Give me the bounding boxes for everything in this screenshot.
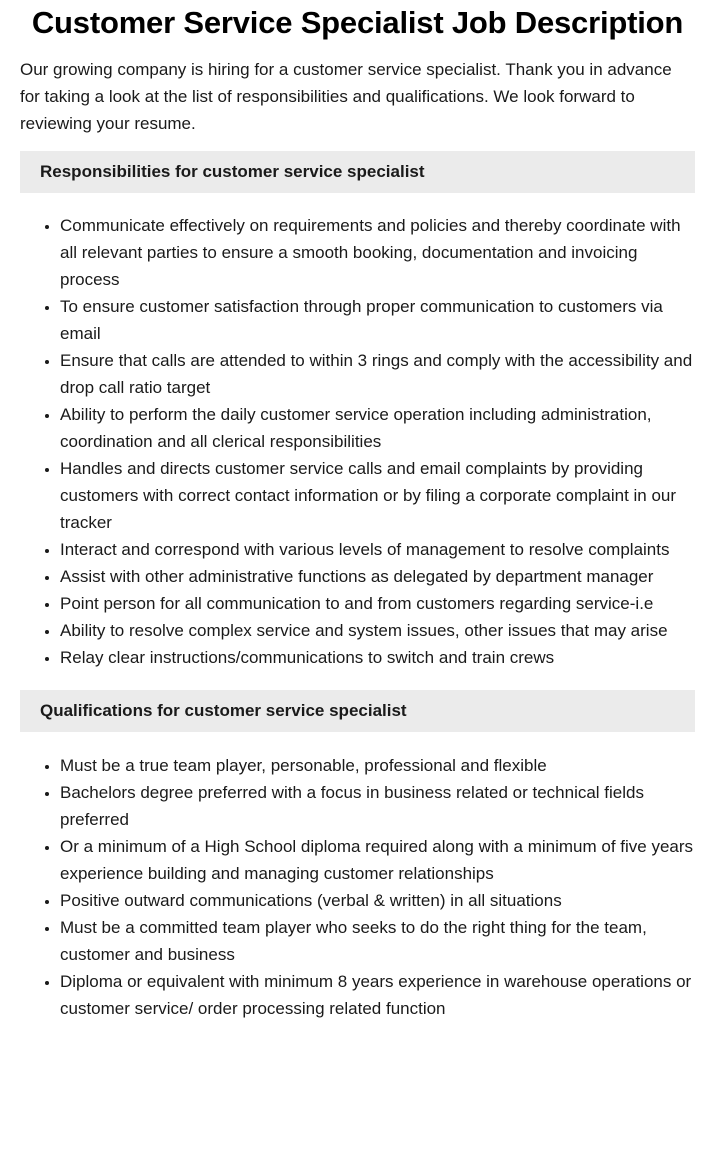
- list-item: • Point person for all communication to and from customers regarding service-i.e: [60, 590, 695, 617]
- page-title: Customer Service Specialist Job Description: [31, 5, 684, 40]
- list-item: • Ensure that calls are attended to within 3 rings and comply with the accessibility and drop call ratio target: [60, 347, 695, 401]
- list-item: • Ability to perform the daily customer service operation including administration, coordination and all clerical responsibilities: [60, 401, 695, 455]
- list-item: • Must be a committed team player who seeks to do the right thing for the team, customer and business: [60, 914, 695, 968]
- list-item: • To ensure customer satisfaction through proper communication to customers via email: [60, 293, 695, 347]
- list-item: • Bachelors degree preferred with a focus in business related or technical fields preferred: [60, 779, 695, 833]
- list-item: • Positive outward communications (verbal & written) in all situations: [60, 887, 695, 914]
- list-item: • Diploma or equivalent with minimum 8 years experience in warehouse operations or customer service/ order processing related function: [60, 968, 695, 1022]
- responsibilities-heading: Responsibilities for customer service specialist: [20, 151, 695, 193]
- job-description-page: [0, 2, 720, 1022]
- qualifications-heading: Qualifications for customer service specialist: [20, 690, 695, 732]
- qualifications-list: [20, 752, 695, 1022]
- list-item: • Communicate effectively on requirements and policies and thereby coordinate with all relevant parties to ensure a smooth booking, documentation and invoicing process: [60, 212, 695, 293]
- list-item: • Must be a true team player, personable, professional and flexible: [60, 752, 695, 779]
- list-item: • Ability to resolve complex service and system issues, other issues that may arise: [60, 617, 695, 644]
- intro-paragraph: Our growing company is hiring for a customer service specialist. Thank you in advance for taking a look at the list of responsibilities and qualifications. We look forward to reviewing your resume.: [20, 60, 672, 133]
- responsibilities-list: [20, 212, 695, 671]
- list-item: • Handles and directs customer service calls and email complaints by providing customers with correct contact information or by filing a corporate complaint in our tracker: [60, 455, 695, 536]
- list-item: • Relay clear instructions/communications to switch and train crews: [60, 644, 695, 671]
- list-item: • Or a minimum of a High School diploma required along with a minimum of five years experience building and managing customer relationships: [60, 833, 695, 887]
- list-item: • Assist with other administrative functions as delegated by department manager: [60, 563, 695, 590]
- list-item: • Interact and correspond with various levels of management to resolve complaints: [60, 536, 695, 563]
